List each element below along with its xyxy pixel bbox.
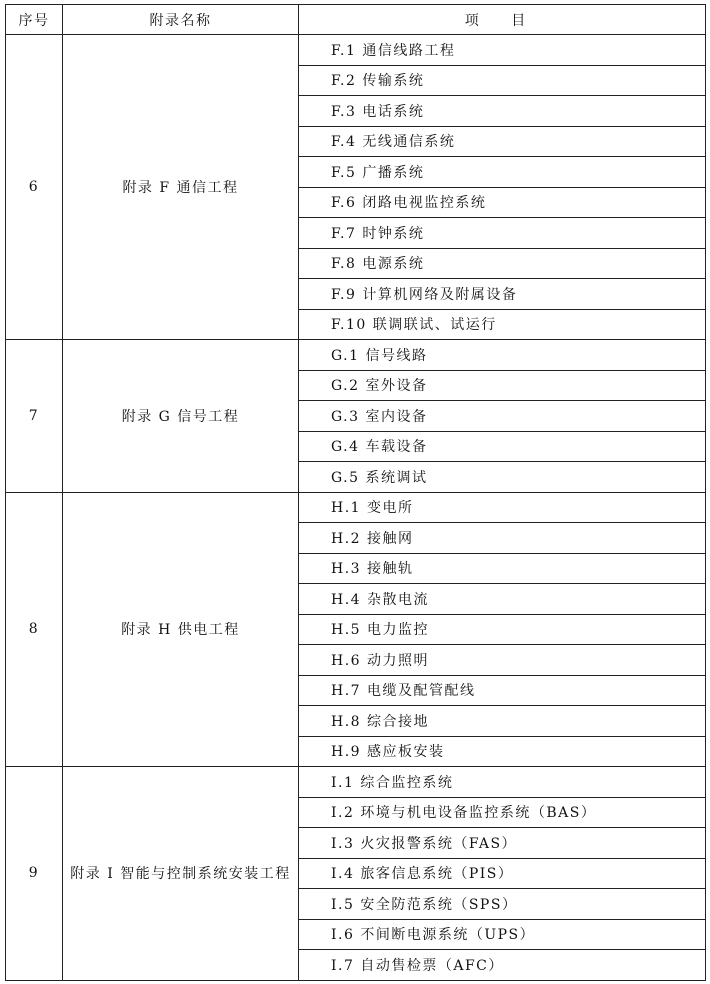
header-items: 项 目 — [299, 5, 706, 35]
item-cell: H.3 接触轨 — [299, 553, 706, 584]
item-cell: F.1 通信线路工程 — [299, 35, 706, 66]
item-cell: F.4 无线通信系统 — [299, 126, 706, 157]
item-cell: H.4 杂散电流 — [299, 584, 706, 615]
item-cell: I.4 旅客信息系统（PIS） — [299, 858, 706, 889]
appendix-name-cell: 附录 I 智能与控制系统安装工程 — [63, 767, 299, 981]
item-cell: G.1 信号线路 — [299, 340, 706, 371]
header-seq: 序号 — [6, 5, 63, 35]
item-cell: I.2 环境与机电设备监控系统（BAS） — [299, 797, 706, 828]
appendix-table — [5, 4, 706, 981]
item-cell: G.2 室外设备 — [299, 370, 706, 401]
item-cell: I.1 综合监控系统 — [299, 767, 706, 798]
item-cell: F.8 电源系统 — [299, 248, 706, 279]
item-cell: H.2 接触网 — [299, 523, 706, 554]
item-cell: I.7 自动售检票（AFC） — [299, 950, 706, 981]
item-cell: I.3 火灾报警系统（FAS） — [299, 828, 706, 859]
table-row — [6, 492, 706, 523]
item-cell: H.6 动力照明 — [299, 645, 706, 676]
item-cell: H.1 变电所 — [299, 492, 706, 523]
seq-cell: 8 — [6, 492, 63, 767]
header-row — [6, 5, 706, 35]
item-cell: G.5 系统调试 — [299, 462, 706, 493]
item-cell: F.2 传输系统 — [299, 65, 706, 96]
item-cell: F.6 闭路电视监控系统 — [299, 187, 706, 218]
item-cell: F.7 时钟系统 — [299, 218, 706, 249]
appendix-name-cell: 附录 F 通信工程 — [63, 35, 299, 340]
item-cell: H.5 电力监控 — [299, 614, 706, 645]
seq-cell: 9 — [6, 767, 63, 981]
item-cell: H.8 综合接地 — [299, 706, 706, 737]
item-cell: F.5 广播系统 — [299, 157, 706, 188]
item-cell: H.7 电缆及配管配线 — [299, 675, 706, 706]
item-cell: H.9 感应板安装 — [299, 736, 706, 767]
table-body — [6, 35, 706, 981]
table-row — [6, 767, 706, 798]
item-cell: I.5 安全防范系统（SPS） — [299, 889, 706, 920]
table-row — [6, 35, 706, 66]
table-row — [6, 340, 706, 371]
item-cell: G.3 室内设备 — [299, 401, 706, 432]
appendix-name-cell: 附录 G 信号工程 — [63, 340, 299, 493]
item-cell: F.9 计算机网络及附属设备 — [299, 279, 706, 310]
seq-cell: 7 — [6, 340, 63, 493]
appendix-name-cell: 附录 H 供电工程 — [63, 492, 299, 767]
seq-cell: 6 — [6, 35, 63, 340]
item-cell: G.4 车载设备 — [299, 431, 706, 462]
item-cell: I.6 不间断电源系统（UPS） — [299, 919, 706, 950]
item-cell: F.10 联调联试、试运行 — [299, 309, 706, 340]
header-name: 附录名称 — [63, 5, 299, 35]
item-cell: F.3 电话系统 — [299, 96, 706, 127]
